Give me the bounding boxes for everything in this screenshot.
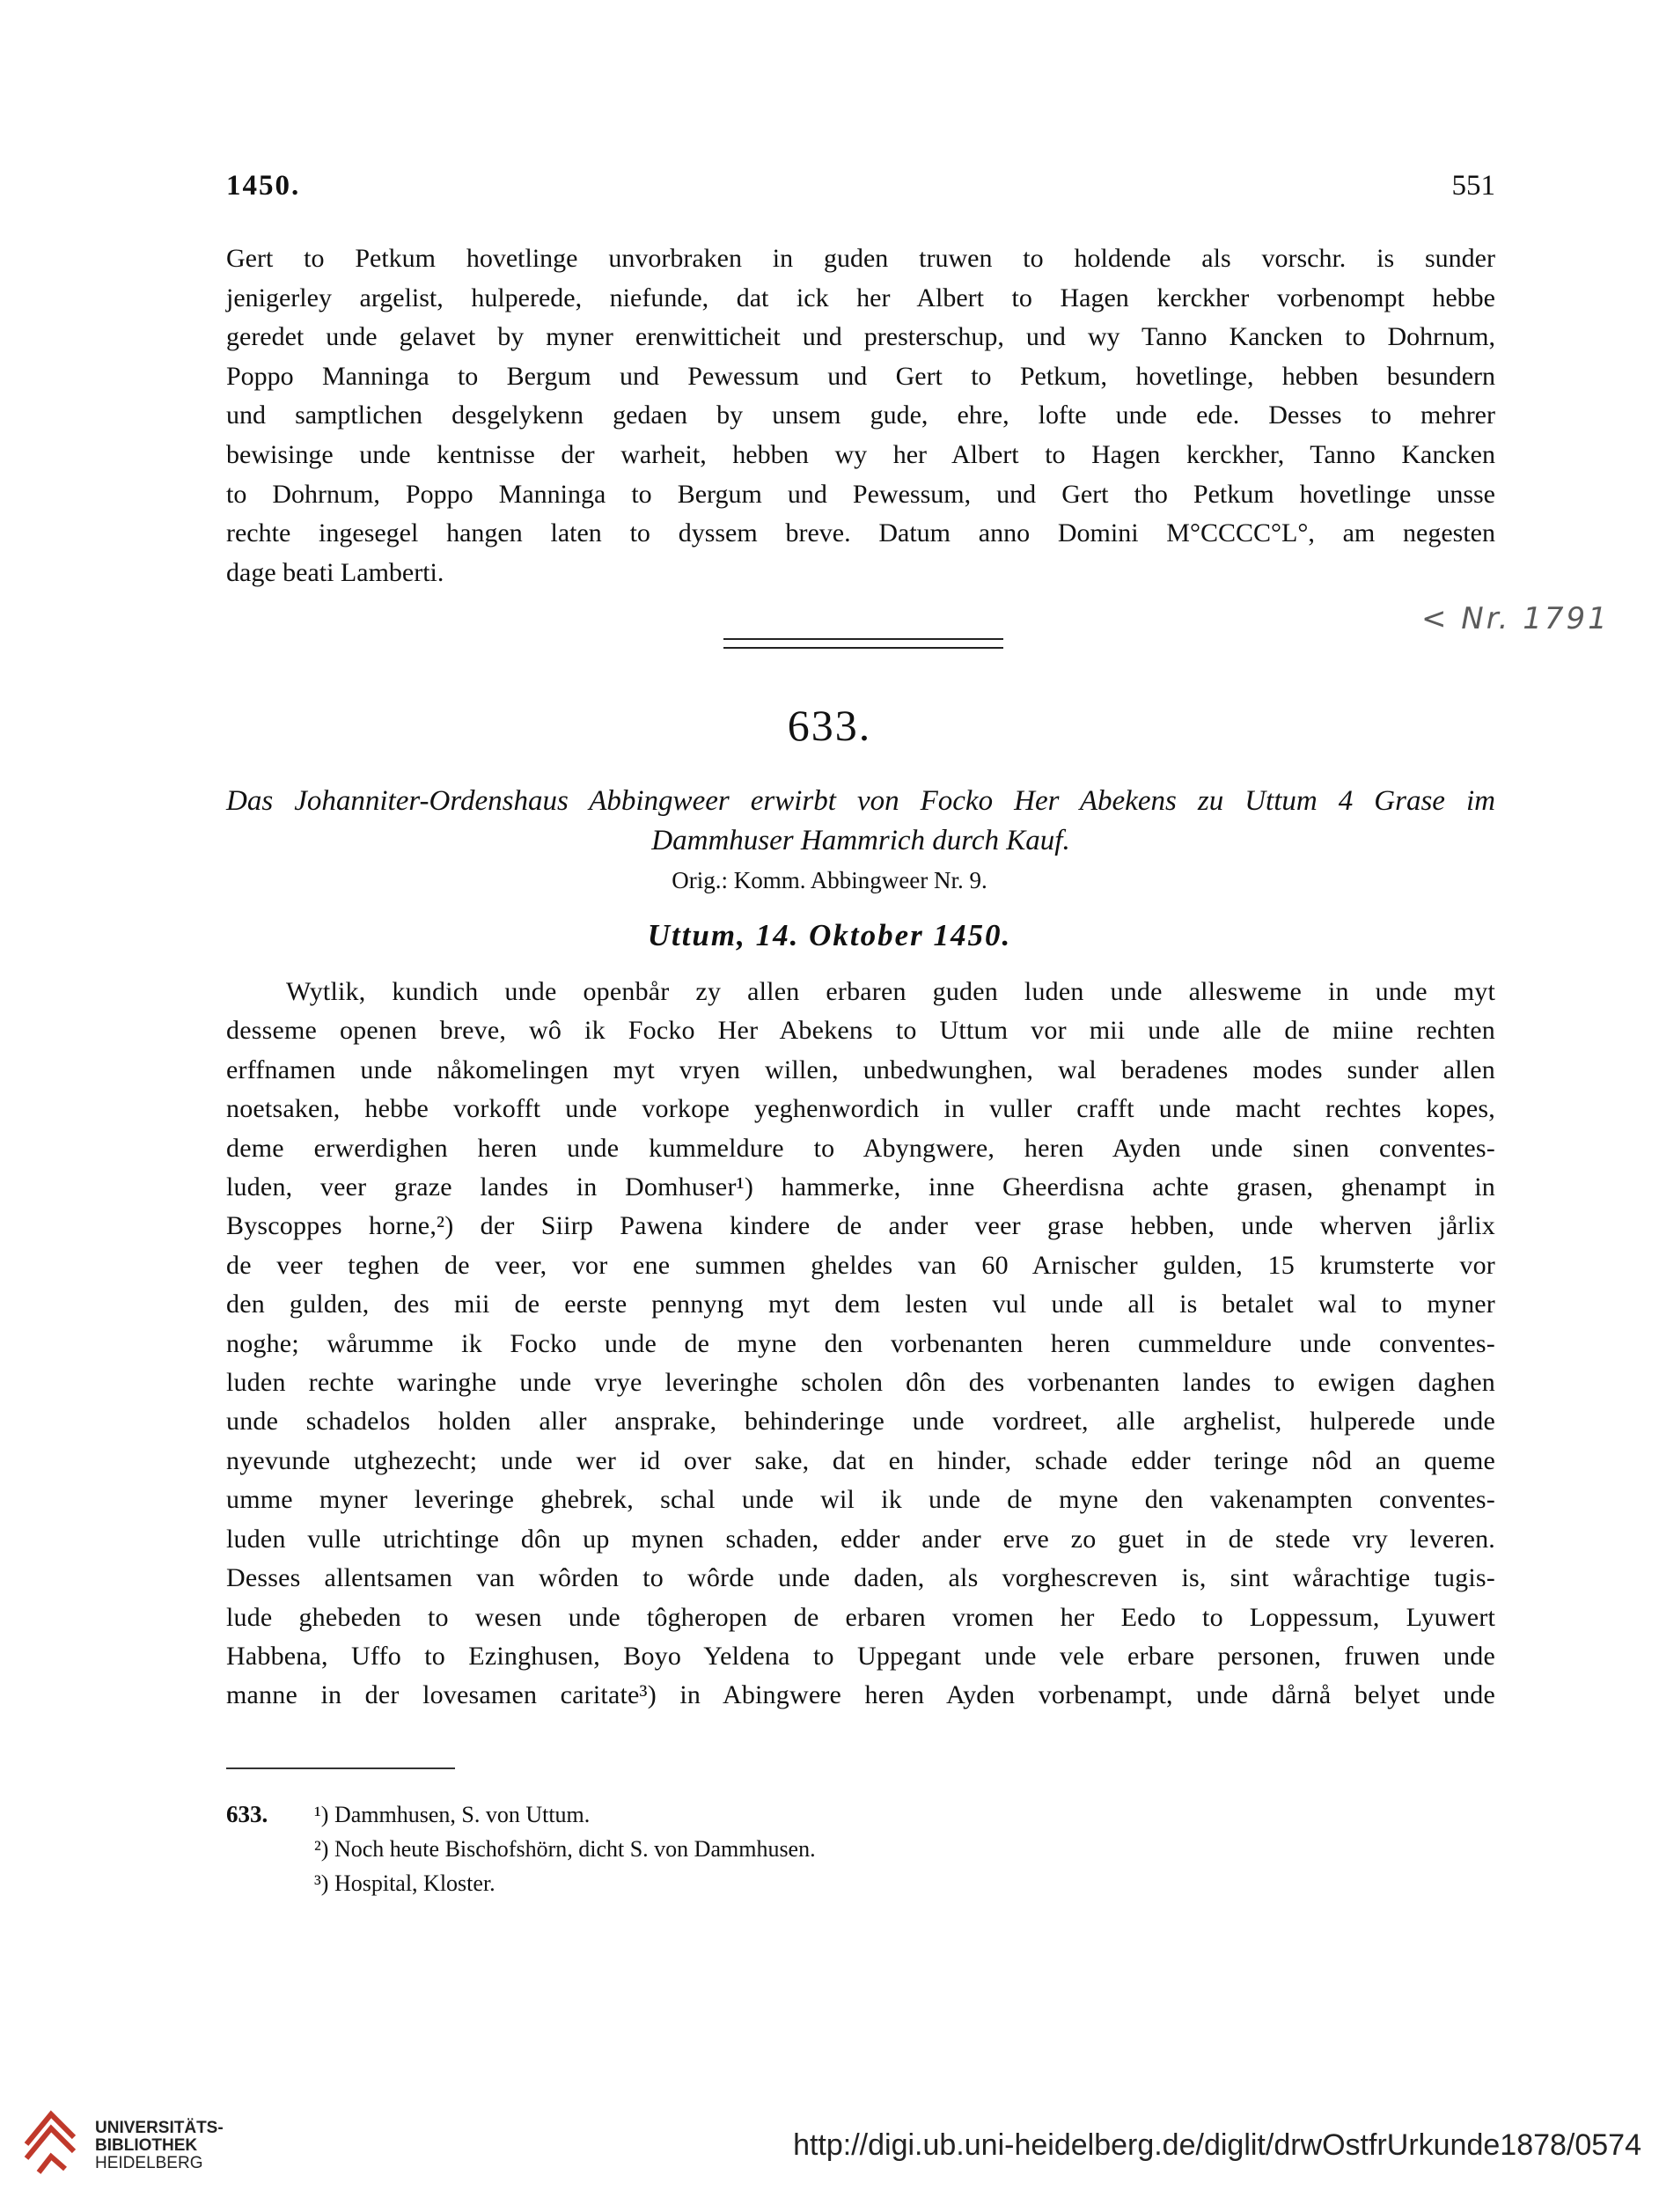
text-line: den gulden, des mii de eerste pennyng myt dem lesten vul unde all is betalet wal to myner [226,1290,1495,1319]
summary-line: Dammhuser Hammrich durch Kauf. [651,825,1070,856]
library-footer [0,2088,1659,2212]
handwritten-margin-note: < Nr. 1791 [1421,601,1610,636]
text-line: Wytlik, kundich unde openbår zy allen erbaren guden luden unde allesweme in unde myt [286,977,1495,1006]
text-line: jenigerley argelist, hulperede, niefunde, dat ick her Albert to Hagen kerckher vorbenompt hebbe [226,283,1495,312]
text-line: deme erwerdighen heren unde kummeldure to Abyngwere, heren Ayden unde sinen conventes- [226,1133,1495,1163]
text-line: Poppo Manninga to Bergum und Pewessum und Gert to Petkum, hovetlinge, hebben besundern [226,361,1495,391]
footnotes [226,1797,816,1900]
library-name [95,2120,224,2172]
text-line: umme myner leveringe ghebrek, schal unde wil ik unde de myne den vakenampten conventes- [226,1485,1495,1515]
document-summary [226,782,1495,861]
library-name-line: UNIVERSITÄTS- [95,2119,224,2137]
library-name-line: BIBLIOTHEK [95,2136,198,2155]
text-line: und samptlichen desgelykenn gedaen by unsem gude, ehre, lofte unde ede. Desses to mehrer [226,401,1495,430]
page-number: 551 [1451,170,1495,202]
footnote [226,1832,816,1866]
footnote-text: Noch heute Bischofshörn, dicht S. von Dammhusen. [334,1836,816,1862]
original-source: Orig.: Komm. Abbingweer Nr. 9. [672,867,987,893]
footnote [226,1866,816,1900]
footnote-mark: ²) [314,1836,329,1862]
footnote-text: Dammhusen, S. von Uttum. [334,1802,591,1827]
university-library-logo-icon [19,2105,81,2179]
footnote-mark: ³) [314,1870,329,1896]
continued-charter-text [226,239,1495,592]
summary-line: Das Johanniter-Ordenshaus Abbingweer erwirbt von Focko Her Abekens zu Uttum 4 Grase im [226,785,1495,817]
footnote-document-number: 633. [226,1801,268,1827]
footnote-mark: ¹) [314,1802,329,1827]
footnote-divider [226,1767,455,1769]
library-name-line: HEIDELBERG [95,2154,203,2172]
text-line: lude ghebeden to wesen unde tôgheropen de erbaren vromen her Eedo to Loppessum, Lyuwert [226,1602,1495,1632]
footnote [226,1797,816,1832]
header-year: 1450. [226,170,301,202]
permalink-url[interactable]: http://digi.ub.uni-heidelberg.de/diglit/drwOstfrUrkunde1878/0574 [793,2128,1641,2162]
text-line: luden rechte waringhe unde vrye leveringhe scholen dôn des vorbenanten landes to ewigen daghen [226,1368,1495,1398]
section-divider [723,638,1003,649]
text-line: erffnamen unde nåkomelingen myt vryen willen, unbedwunghen, wal beradenes modes sunder allen [226,1055,1495,1084]
text-line: manne in der lovesamen caritate³) in Abingwere heren Ayden vorbenampt, unde dårnå belyet unde [226,1680,1495,1710]
text-line: dage beati Lamberti. [226,557,444,587]
text-line: Gert to Petkum hovetlinge unvorbraken in guden truwen to holdende als vorschr. is sunder [226,244,1495,273]
text-line: desseme openen breve, wô ik Focko Her Abekens to Uttum vor mii unde alle de miine rechten [226,1016,1495,1046]
text-line: rechte ingesegel hangen laten to dyssem breve. Datum anno Domini M°CCCC°L°, am negesten [226,518,1495,548]
text-line: to Dohrnum, Poppo Manninga to Bergum und Pewessum, und Gert tho Petkum hovetlinge unsse [226,479,1495,509]
text-line: luden, veer graze landes in Domhuser¹) hammerke, inne Gheerdisna achte grasen, ghenampt in [226,1172,1495,1202]
dateline: Uttum, 14. Oktober 1450. [647,918,1012,952]
text-line: luden vulle utrichtinge dôn up mynen schaden, edder ander erve zo guet in de stede vry leveren. [226,1524,1495,1554]
charter-text [226,973,1495,1716]
text-line: unde schadelos holden aller ansprake, behinderinge unde vordreet, alle arghelist, hulperede unde [226,1407,1495,1437]
text-line: Byscoppes horne,²) der Siirp Pawena kindere de ander veer grase hebben, unde wherven jårlix [226,1211,1495,1241]
text-line: bewisinge unde kentnisse der warheit, hebben wy her Albert to Hagen kerckher, Tanno Kancken [226,439,1495,469]
text-line: noghe; wårumme ik Focko unde de myne den vorbenanten heren cummeldure unde conventes- [226,1328,1495,1358]
text-line: Desses allentsamen van wôrden to wôrde unde daden, als vorghescreven is, sint wårachtige tugis- [226,1563,1495,1593]
running-header [226,170,1495,209]
document-number: 633. [787,701,872,750]
text-line: geredet unde gelavet by myner erenwitticheit und presterschup, und wy Tanno Kancken to Dohrnum, [226,322,1495,352]
text-line: nyevunde utghezecht; unde wer id over sake, dat en hinder, schade edder teringe nôd an queme [226,1445,1495,1475]
text-line: Habbena, Uffo to Ezinghusen, Boyo Yeldena to Uppegant unde vele erbare personen, fruwen unde [226,1641,1495,1671]
text-line: de veer teghen de veer, vor ene summen gheldes van 60 Arnischer gulden, 15 krumsterte vor [226,1250,1495,1280]
text-line: noetsaken, hebbe vorkofft unde vorkope yeghenwordich in vuller crafft unde macht rechtes kopes, [226,1094,1495,1124]
footnote-text: Hospital, Kloster. [334,1870,495,1896]
